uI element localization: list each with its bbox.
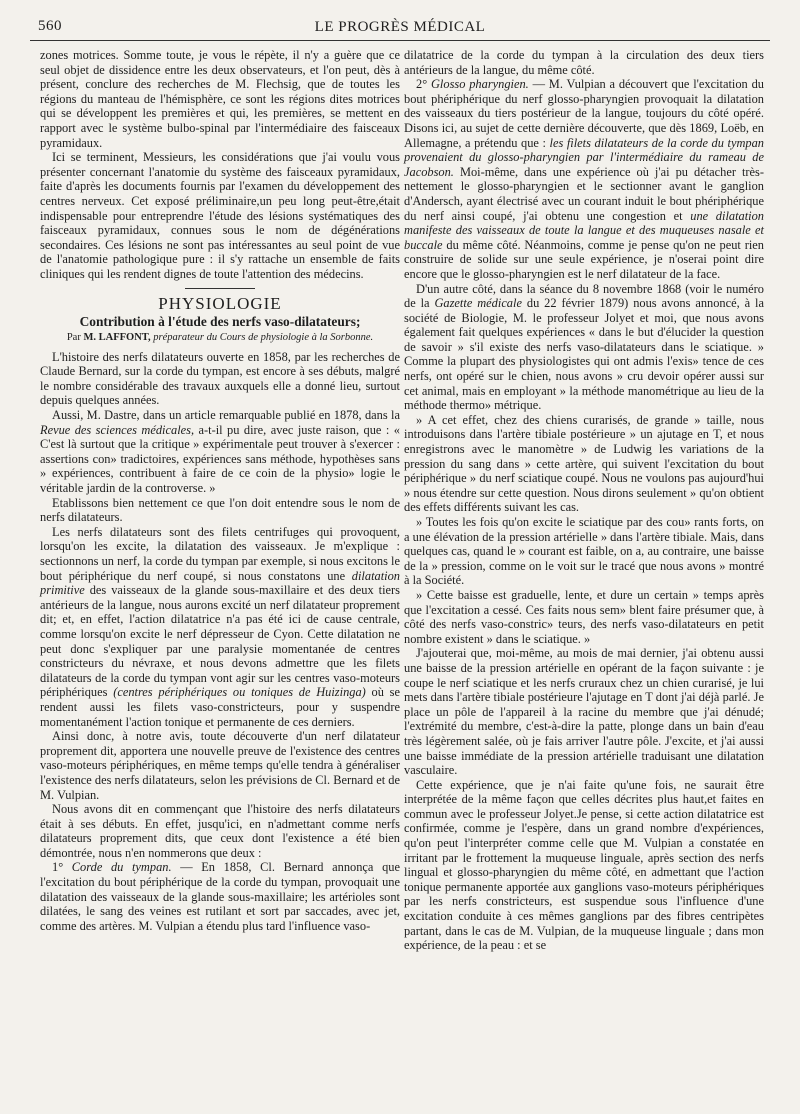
paragraph: Ici se terminent, Messieurs, les considérations que j'ai voulu vous présenter concernant l'anatomie du système des faisceaux pyramidaux, faite d'après les documents fournis par l'examen du développement des centres nerveux. Cet exposé préliminaire,un peu long peut-être,était indispensable pour entreprendre l'étude des lésions systématiques des faisceaux pyramidaux, connues sous le nom de dégénérations secondaires. Ces lésions ne sont pas intéressantes au seul point de vue de l'anatomie pathologique pure : il s'y rattache un ensemble de faits cliniques qui les rendent dignes de toute l'attention des médecins.: [40, 150, 400, 281]
paragraph: Ainsi donc, à notre avis, toute découverte d'un nerf dilatateur proprement dit, apportera une nouvelle preuve de l'existence des centres vaso-moteurs périphériques, en même temps qu'elle tendra à généraliser l'existence des nerfs dilatateurs, selon les prévisions de Cl. Bernard et de M. Vulpian.: [40, 729, 400, 802]
journal-citation: Revue des sciences médicales,: [40, 422, 195, 437]
paragraph: Aussi, M. Dastre, dans un article remarquable publié en 1878, dans la Revue des sciences médicales, a-t-il pu dire, avec juste raison, que : « C'est là surtout que la critique » expérimentale peut trouver à s'exercer : assertions con» tradictoires, expériences sans méthode, hypothèses sans » expériences, contribuent à faire de ce coin de la physio» logie le véritable jardin de la controverse. »: [40, 408, 400, 496]
paragraph: » A cet effet, chez des chiens curarisés, de grande » taille, nous introduisons dans l'artère tibiale postérieure » un ajutage en T, et nous enregistrons avec le manomètre » de Ludwig les variations de la pression du sang dans » cette artère, qui suivent l'excitation du bout périphérique » du nerf sciatique coupé. Nous ne voulons pas aujourd'hui » nous étendre sur cette question. Nous dirons seulement » qu'on obtient des effets différents suivant les cas.: [404, 412, 764, 515]
byline: [40, 332, 400, 344]
byline-prefix: Par: [66, 331, 81, 343]
page-header: [30, 14, 770, 41]
paragraph: » Toutes les fois qu'on excite le sciatique par des cou» rants forts, on a une élévation de la pression artérielle » dans l'artère tibiale. Mais, dans quelques cas, quand le » courant est faible, on a, au contraire, une baisse de la » pression, comme on le voit sur le tracé que nous avons » montré à la Société.: [404, 515, 764, 588]
author-name: M. LAFFONT,: [83, 331, 151, 343]
paragraph: » Cette baisse est graduelle, lente, et dure un certain » temps après que l'excitation a cessé. Ces faits nous sem» blent faire présumer que, à côté des nerfs vaso-constric» teurs, des nerfs vaso-dilatateurs en petit nombre existent » dans le sciatique. »: [404, 587, 764, 646]
journal-title: LE PROGRÈS MÉDICAL: [314, 18, 486, 35]
left-column: [40, 48, 400, 933]
section-title: PHYSIOLOGIE: [158, 293, 282, 313]
paragraph: dilatatrice de la corde du tympan à la circulation des deux tiers antérieurs de la langue, du même côté.: [404, 48, 764, 77]
paragraph: 1° Corde du tympan. — En 1858, Cl. Bernard annonça que l'excitation du bout périphérique de la corde du tympan, provoquait une dilatation des vaisseaux de la glande sous-maxillaire; les artérioles sont dilatées, le sang des veines est rutilant et sort par saccades, avec jet, comme des artères. M. Vulpian a étendu plus tard l'influence vaso-: [40, 860, 400, 933]
right-column: [404, 48, 764, 953]
paragraph: J'ajouterai que, moi-même, au mois de mai dernier, j'ai obtenu aussi une baisse de la pression artérielle en opérant de la façon suivante : je coupe le nerf sciatique et les nerfs cruraux chez un chien curarisé, je lui mets dans l'artère tibiale postérieure l'ajutage en T dont j'ai déjà parlé. Je place un pôle de l'appareil à la racine du membre que j'ai dénudé; l'extrémité du membre, c'est-à-dire la patte, plonge dans un bain d'eau très légèrement salée, où je fais arriver l'autre pôle. J'excite, et j'ai aussi une baisse immédiate de la pression artérielle traduisant une dilatation vasculaire.: [404, 646, 764, 778]
paragraph: Nous avons dit en commençant que l'histoire des nerfs dilatateurs était à ses débuts. En effet, jusqu'ici, en n'admettant comme nerfs dilatateurs proprement dits, que ceux dont l'existence a été bien démontrée, nous n'en nommerons que deux :: [40, 802, 400, 860]
section-divider: [185, 288, 255, 289]
paragraph: Etablissons bien nettement ce que l'on doit entendre sous le nom de nerfs dilatateurs.: [40, 495, 400, 525]
paragraph: D'un autre côté, dans la séance du 8 novembre 1868 (voir le numéro de la Gazette médicale du 22 février 1879) nous avons annoncé, à la société de Biologie, M. le professeur Jolyet et moi, que nous avons également fait quelques expériences « dans le but d'élucider la question de savoir » s'il existe des nerfs vaso-dilatateurs dans le sciatique. » Comme la plupart des physiologistes qui ont admis l'exis» tence de ces nerfs, ont opéré sur le chien, nous avons » cru devoir opérer aussi sur cet animal, mais en employant » la méthode manométrique au lieu de la méthode thermo» métrique.: [404, 281, 764, 413]
paragraph: Les nerfs dilatateurs sont des filets centrifuges qui provoquent, lorsqu'on les excite, la dilatation des vaisseaux. Je m'explique : sectionnons un nerf, la corde du tympan par exemple, si nous excitons le bout périphérique du nerf coupé, si nous constatons une dilatation primitive des vaisseaux de la glande sous-maxillaire et des deux tiers antérieurs de la langue, nous aurons excité un nerf dilatateur proprement dit; et, en effet, l'action dilatatrice n'a pas été ici de cause centrale, comme lorsqu'on excite le nerf dépresseur de Cyon. Cette dilatation ne peut donc s'expliquer par une paralysie momentanée de centres constricteurs du névraxe, et nous devons admettre que les filets dilatateurs de la corde du tympan vont agir sur les centres vaso-moteurs périphériques (centres périphériques ou toniques de Huizinga) où se rendent aussi les filets vaso-constricteurs, pour y suspendre momentanément l'action tonique et permanente de ces derniers.: [40, 524, 400, 729]
author-role: préparateur du Cours de physiologie à la Sorbonne.: [153, 331, 374, 343]
paragraph: zones motrices. Somme toute, je vous le répète, il n'y a guère que ce seul objet de dissidence entre les deux observateurs, et l'on peut, dès à présent, conclure des recherches de M. Flechsig, que de toutes les régions du manteau de l'hémisphère, ce sont les régions dites motrices qui se développent les premières et qui, les premières, se mettent en rapport avec le système bulbo-spinal par l'intermédiaire des faisceaux pyramidaux.: [40, 48, 400, 150]
article-title: Contribution à l'étude des nerfs vaso-dilatateurs;: [79, 314, 361, 330]
paragraph: Cette expérience, que je n'ai faite qu'une fois, ne saurait être interprétée de la même façon que celles décrites plus haut,et faites en commun avec le professeur Jolyet.Je pense, si cette action dilatatrice est confirmée, comme je l'espère, dans un grand nombre d'expériences, qu'on peut l'interpréter comme celle que M. Vulpian a constatée en irritant par le frottement la muqueuse linguale, après section des nerfs lingual et glosso-pharyngien du même côté, en admettant que l'action tonique permanente apportée aux ganglions vaso-moteurs périphériques par les nerfs constricteurs, est suspendue sous l'influence d'une excitation conduite à ces mêmes ganglions par des fibres centripètes partant, dans le cas de M. Vulpian, de la muqueuse linguale ; dans mon expérience, de la peau : et se: [404, 777, 764, 953]
paragraph: L'histoire des nerfs dilatateurs ouverte en 1858, par les recherches de Claude Bernard, sur la corde du tympan, est encore à ses débuts, malgré le nombre considérable des travaux auxquels elle a donné lieu, surtout depuis quelques années.: [40, 349, 400, 408]
page-number: 560: [38, 18, 62, 34]
paragraph: 2° Glosso pharyngien. — M. Vulpian a découvert que l'excitation du bout phériphérique du nerf glosso-pharyngien provoquait la dilatation des vaisseaux du tiers postérieur de la langue, toujours du côté opéré. Disons ici, au sujet de cette dernière découverte, que dès 1869, Loëb, en Allemagne, a prétendu que : les filets dilatateurs de la corde du tympan provenaient du glosso-pharyngien par l'intermédiaire du rameau de Jacobson. Moi-même, dans une expérience où j'ai pu détacher très-nettement le glosso-pharyngien et le sectionner avant le ganglion d'Andersch, ayant électrisé avec un courant induit le bout phériphérique du nerf ainsi coupé, j'ai obtenu une congestion et une dilatation manifeste des vaisseaux de toute la langue et des muqueuses nasale et buccale du même côté. Néanmoins, comme je pense qu'on ne peut rien construire de solide sur une seule expérience, je n'oserai point dire encore que le glosso-pharyngien est le nerf dilatateur de la face.: [404, 77, 765, 281]
